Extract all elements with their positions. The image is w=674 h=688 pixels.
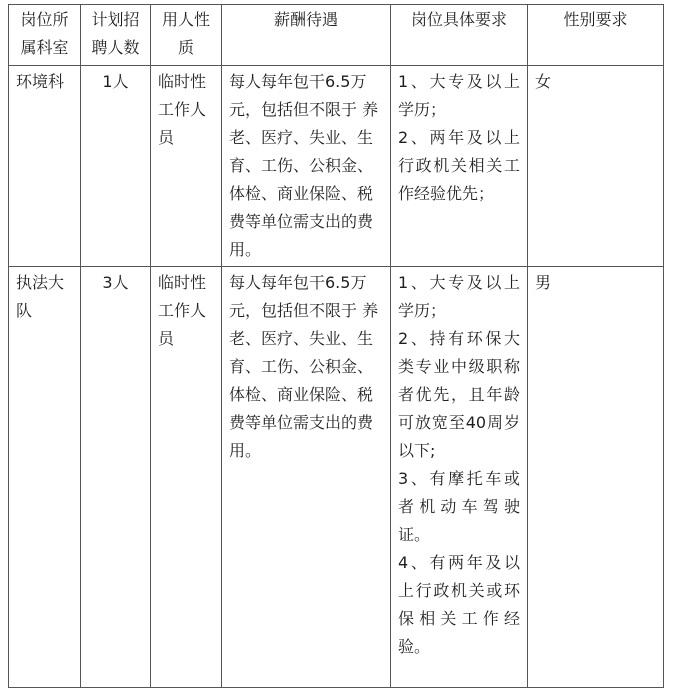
cell-requirements [391,267,528,688]
header-count: 计划招聘人数 [81,5,151,66]
table-row [9,66,664,267]
cell-count: 1人 [81,66,151,267]
header-row [9,5,664,66]
cell-gender: 男 [528,267,664,688]
cell-requirements [391,66,528,267]
header-requirements: 岗位具体要求 [391,5,528,66]
cell-salary: 每人每年包干6.5万元，包括但不限于 养老、医疗、失业、生育、工伤、公积金、体检、商业保险、税费等单位需支出的费用。 [222,66,391,267]
requirement-item: 1、大专及以上学历； [398,273,520,320]
cell-nature: 临时性工作人员 [151,267,222,688]
cell-count: 3人 [81,267,151,688]
header-salary: 薪酬待遇 [222,5,391,66]
recruitment-table [8,4,664,688]
requirement-item: 2、持有环保大类专业中级职称者优先，且年龄可放宽至40周岁以下; [398,329,520,460]
cell-nature: 临时性工作人员 [151,66,222,267]
header-nature: 用人性质 [151,5,222,66]
cell-dept: 执法大队 [9,267,81,688]
header-dept: 岗位所属科室 [9,5,81,66]
table-row [9,267,664,688]
requirement-item: 4、有两年及以上行政机关或环保相关工作经验。 [398,553,520,656]
requirement-item: 1、大专及以上学历； [398,72,520,119]
cell-gender: 女 [528,66,664,267]
header-gender: 性别要求 [528,5,664,66]
requirement-item: 3、有摩托车或者机动车驾驶证。 [398,469,520,544]
requirement-item: 2、两年及以上行政机关相关工作经验优先； [398,128,520,203]
cell-salary: 每人每年包干6.5万元，包括但不限于 养老、医疗、失业、生育、工伤、公积金、体检、商业保险、税费等单位需支出的费用。 [222,267,391,688]
cell-dept: 环境科 [9,66,81,267]
